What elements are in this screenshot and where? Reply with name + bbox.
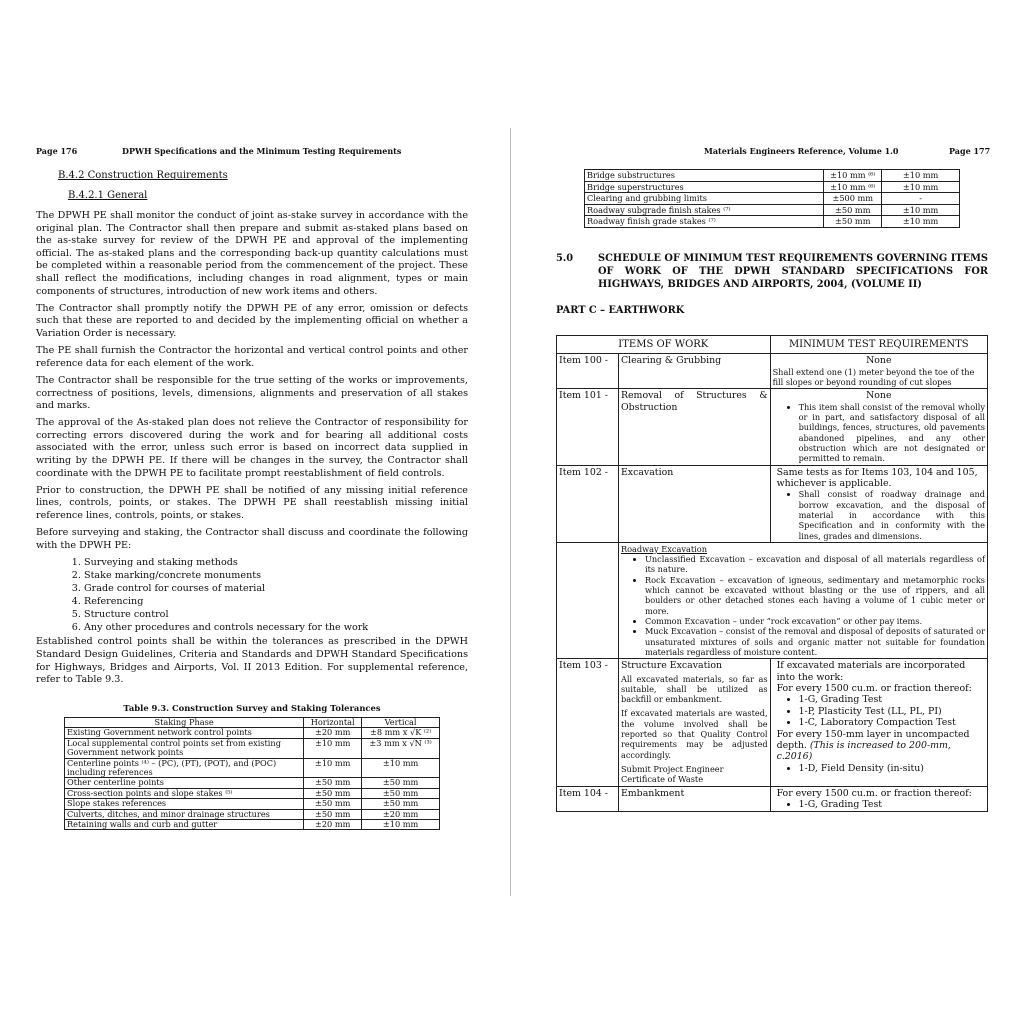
test-item: • 1-G, Grading Test bbox=[799, 799, 985, 810]
list-item: 2. Stake marking/concrete monuments bbox=[84, 570, 468, 583]
item-note: Submit Project Engineer Certificate of Waste bbox=[620, 763, 724, 785]
column-header: Horizontal bbox=[304, 718, 362, 728]
table-cell: Cross-section points and slope stakes ⁽⁵⁾ bbox=[65, 788, 304, 798]
table-cell: Centerline points ⁽⁴⁾ – (PC), (PT), (POT), and (POC) including references bbox=[65, 758, 304, 778]
table-cell: ±10 mm bbox=[882, 216, 960, 228]
test-list bbox=[773, 694, 985, 728]
table-row bbox=[585, 181, 960, 193]
test-requirements-table bbox=[556, 335, 988, 812]
table-cell: ±10 mm bbox=[304, 758, 362, 778]
paragraph: The PE shall furnish the Contractor the horizontal and vertical control points and other reference data for each element of the work. bbox=[36, 345, 468, 369]
running-title-left: DPWH Specifications and the Minimum Testing Requirements bbox=[122, 146, 402, 156]
table-cell: ±50 mm bbox=[304, 809, 362, 819]
table-cell: Retaining walls and curb and gutter bbox=[65, 820, 304, 830]
item-work: Removal of Structures & Obstruction bbox=[618, 389, 770, 465]
list-item: 1. Surveying and staking methods bbox=[84, 557, 468, 570]
list-item: 5. Structure control bbox=[84, 609, 468, 622]
table-cell: Other centerline points bbox=[65, 778, 304, 788]
part-title: PART C – EARTHWORK bbox=[556, 305, 685, 316]
table-cell: ±50 mm bbox=[362, 778, 440, 788]
running-title-right: Materials Engineers Reference, Volume 1.0 bbox=[704, 146, 899, 156]
bullet-item: • Unclassified Excavation – excavation and disposal of all materials regardless of its nature. bbox=[645, 554, 985, 575]
bullet-item: • Shall consist of roadway drainage and borrow excavation, and the disposal of material in accordance with this Specification and in conformity with the lines, grades and dimensions. bbox=[799, 489, 985, 540]
table-row bbox=[65, 738, 440, 758]
page-number-left: Page 176 bbox=[36, 146, 78, 156]
test-item: • 1-G, Grading Test bbox=[799, 694, 985, 705]
coordination-list bbox=[36, 557, 468, 634]
requirement-text: Same tests as for Items 103, 104 and 105, whichever is applicable. bbox=[776, 466, 978, 489]
table-row bbox=[65, 758, 440, 778]
item-note: All excavated materials, so far as suitable, shall be utilized as backfill or embankment. bbox=[620, 673, 768, 705]
table-caption: Table 9.3. Construction Survey and Staking Tolerances bbox=[123, 703, 381, 713]
table-row bbox=[65, 778, 440, 788]
table-cell: ±10 mm bbox=[304, 738, 362, 758]
table-row bbox=[557, 542, 988, 658]
table-row bbox=[65, 728, 440, 738]
paragraph: Established control points shall be within the tolerances as prescribed in the DPWH Standard Design Guidelines, Criteria and Standards and DPWH Standard Specifications for Highways, Bridges and Airports, Vol. II 2013 Edition. For supplemental reference, refer to Table 9.3. bbox=[36, 636, 468, 686]
roadway-excavation-cell bbox=[618, 542, 987, 658]
body-text bbox=[36, 210, 468, 691]
table-cell: Slope stakes references bbox=[65, 799, 304, 809]
tolerance-table-continued bbox=[584, 169, 960, 228]
item-work: Embankment bbox=[618, 786, 770, 812]
list-item: 6. Any other procedures and controls necessary for the work bbox=[84, 622, 468, 635]
layer-text: For every 150-mm layer in uncompacted depth. bbox=[776, 728, 970, 751]
bullet-item: • Rock Excavation – excavation of igneous, sedimentary and metamorphic rocks which cannot be excavated without blasting or the use of rippers, and all boulders or other detached stones each having a volume of 1 cubic meter or more. bbox=[645, 575, 985, 616]
table-header-row bbox=[557, 336, 988, 354]
table-cell: ±50 mm bbox=[362, 788, 440, 798]
table-row bbox=[557, 786, 988, 812]
paragraph: The Contractor shall be responsible for the true setting of the works or improvements, correctness of positions, levels, dimensions, alignments and preservation of all stakes and marks. bbox=[36, 374, 468, 412]
table-cell: ±10 mm bbox=[882, 170, 960, 182]
table-cell: Local supplemental control points set from existing Government network points bbox=[65, 738, 304, 758]
table-cell: ±50 mm bbox=[824, 216, 882, 228]
table-cell: ±20 mm bbox=[304, 820, 362, 830]
table-row bbox=[557, 354, 988, 389]
paragraph: The approval of the As-staked plan does not relieve the Contractor of responsibility for correcting errors discovered during the work and for bearing all additional costs associated with the error, unless such error is based on incorrect data supplied in writing by the DPWH PE. If there will be changes in the survey, the Contractor shall coordinate with the DPWH PE to facilitate prompt reestablishment of field controls. bbox=[36, 417, 468, 479]
paragraph: Prior to construction, the DPWH PE shall be notified of any missing initial reference lines, controls, points, or stakes. The DPWH PE shall reestablish missing initial reference lines, controls, points, or stakes. bbox=[36, 484, 468, 522]
requirement-text: None bbox=[866, 390, 892, 402]
item-number: Item 101 - bbox=[557, 389, 619, 465]
column-header: Staking Phase bbox=[65, 718, 304, 728]
table-cell: ±10 mm bbox=[362, 820, 440, 830]
item-requirement bbox=[770, 354, 987, 389]
table-cell: ±50 mm bbox=[304, 799, 362, 809]
table-row bbox=[65, 820, 440, 830]
subsection-heading: B.4.2.1 General bbox=[68, 190, 148, 201]
test-item: • 1-D, Field Density (in-situ) bbox=[799, 763, 985, 774]
layer-note: (This is increased to 200-mm, c.2016) bbox=[776, 740, 951, 763]
table-cell: ±50 mm bbox=[824, 204, 882, 216]
requirement-bullets bbox=[773, 489, 985, 540]
requirement-text: None bbox=[866, 355, 892, 367]
item-work-title: Structure Excavation bbox=[620, 660, 723, 672]
list-item: 3. Grade control for courses of material bbox=[84, 583, 468, 596]
table-cell: ±20 mm bbox=[362, 809, 440, 819]
item-requirement bbox=[770, 465, 987, 542]
item-requirement bbox=[770, 389, 987, 465]
bullet-item: • This item shall consist of the removal wholly or in part, and satisfactory disposal of all buildings, fences, structures, old pavements abandoned pipelines, and any other obstruction which are not designated or permitted to remain. bbox=[799, 402, 985, 464]
table-cell: ±10 mm bbox=[882, 181, 960, 193]
item-number: Item 104 - bbox=[557, 786, 619, 812]
table-cell: ±10 mm ⁽⁶⁾ bbox=[824, 170, 882, 182]
page-number-right: Page 177 bbox=[949, 146, 991, 156]
table-cell: ±3 mm x √N ⁽³⁾ bbox=[362, 738, 440, 758]
roadway-excavation-title: Roadway Excavation bbox=[620, 543, 707, 554]
table-cell: ±50 mm bbox=[362, 799, 440, 809]
table-cell: Bridge superstructures bbox=[585, 181, 824, 193]
test-item: • 1-C, Laboratory Compaction Test bbox=[799, 717, 985, 728]
table-row bbox=[557, 659, 988, 786]
table-header-row bbox=[65, 718, 440, 728]
page-divider bbox=[510, 128, 511, 896]
test-list bbox=[773, 799, 985, 810]
list-item: 4. Referencing bbox=[84, 596, 468, 609]
bullet-item: • Muck Excavation – consist of the removal and disposal of deposits of saturated or unsaturated mixtures of soils and organic matter not suitable for foundation materials regardless of moisture content. bbox=[645, 626, 985, 657]
roadway-bullets bbox=[621, 554, 985, 657]
requirement-bullets bbox=[773, 402, 985, 464]
section-heading: B.4.2 Construction Requirements bbox=[58, 170, 228, 181]
table-cell: ±10 mm ⁽⁶⁾ bbox=[824, 181, 882, 193]
item-number: Item 100 - bbox=[557, 354, 619, 389]
item-requirement bbox=[770, 786, 987, 812]
table-cell: Existing Government network control points bbox=[65, 728, 304, 738]
table-row bbox=[557, 465, 988, 542]
item-work bbox=[618, 659, 770, 786]
schedule-number: 5.0 bbox=[556, 253, 574, 264]
column-header: MINIMUM TEST REQUIREMENTS bbox=[770, 336, 987, 354]
table-cell: ±50 mm bbox=[304, 788, 362, 798]
test-item: • 1-P, Plasticity Test (LL, PL, PI) bbox=[799, 706, 985, 717]
table-cell: ±10 mm bbox=[362, 758, 440, 778]
column-header: Vertical bbox=[362, 718, 440, 728]
table-cell: Bridge substructures bbox=[585, 170, 824, 182]
table-cell: ±500 mm bbox=[824, 193, 882, 205]
schedule-title: SCHEDULE OF MINIMUM TEST REQUIREMENTS GOVERNING ITEMS OF WORK OF THE DPWH STANDARD SPECIFICATIONS FOR HIGHWAYS, BRIDGES AND AIRPORTS, 2004, (VOLUME II) bbox=[598, 253, 988, 291]
column-header: ITEMS OF WORK bbox=[557, 336, 771, 354]
paragraph: Before surveying and staking, the Contractor shall discuss and coordinate the following with the DPWH PE: bbox=[36, 527, 468, 551]
item-number: Item 102 - bbox=[557, 465, 619, 542]
table-cell: Clearing and grubbing limits bbox=[585, 193, 824, 205]
requirement-text: If excavated materials are incorporated into the work: bbox=[776, 660, 966, 683]
bullet-item: • Common Excavation – under “rock excavation” or other pay items. bbox=[645, 616, 985, 626]
table-cell: Roadway finish grade stakes ⁽⁷⁾ bbox=[585, 216, 824, 228]
table-row bbox=[585, 170, 960, 182]
item-work: Excavation bbox=[618, 465, 770, 542]
requirement-text: For every 1500 cu.m. or fraction thereof: bbox=[776, 682, 972, 694]
requirement-text: For every 1500 cu.m. or fraction thereof: bbox=[776, 787, 972, 799]
table-row bbox=[585, 216, 960, 228]
paragraph: The Contractor shall promptly notify the DPWH PE of any error, omission or defects such that these are reported to and decided by the implementing official on whether a Variation Order is necessary. bbox=[36, 302, 468, 339]
item-note: If excavated materials are wasted, the volume involved shall be reported so that Quality Control requirements may be adjusted accordingly. bbox=[620, 708, 768, 760]
table-row bbox=[585, 193, 960, 205]
empty-cell bbox=[557, 542, 619, 658]
table-cell: ±50 mm bbox=[304, 778, 362, 788]
table-cell: Roadway subgrade finish stakes ⁽⁷⁾ bbox=[585, 204, 824, 216]
table-cell: ±10 mm bbox=[882, 204, 960, 216]
table-cell: ±20 mm bbox=[304, 728, 362, 738]
item-number: Item 103 - bbox=[557, 659, 619, 786]
table-row bbox=[585, 204, 960, 216]
requirement-note: Shall extend one (1) meter beyond the toe of the fill slopes or beyond rounding of cut slopes bbox=[772, 366, 975, 388]
table-cell: - bbox=[882, 193, 960, 205]
table-cell: ±8 mm x √K ⁽²⁾ bbox=[362, 728, 440, 738]
tolerance-table bbox=[64, 717, 440, 830]
requirement-text bbox=[773, 729, 985, 763]
table-row bbox=[65, 809, 440, 819]
left-page bbox=[0, 0, 510, 1024]
table-row bbox=[557, 389, 988, 465]
table-row bbox=[65, 799, 440, 809]
table-cell: Culverts, ditches, and minor drainage structures bbox=[65, 809, 304, 819]
item-requirement bbox=[770, 659, 987, 786]
paragraph: The DPWH PE shall monitor the conduct of joint as-stake survey in accordance with the original plan. The Contractor shall then prepare and submit as-staked plans based on the as-stake survey for review of the DPWH PE and approval of the implementing official. The as-staked plans and the corresponding back-up quantity calculations must be completed within a reasonable period from the commencement of the project. These shall reflect the modifications, including changes in road alignment, types or main components of structures, introduction of new work items and others. bbox=[36, 210, 468, 297]
item-work: Clearing & Grubbing bbox=[618, 354, 770, 389]
table-row bbox=[65, 788, 440, 798]
test-list bbox=[773, 763, 985, 774]
